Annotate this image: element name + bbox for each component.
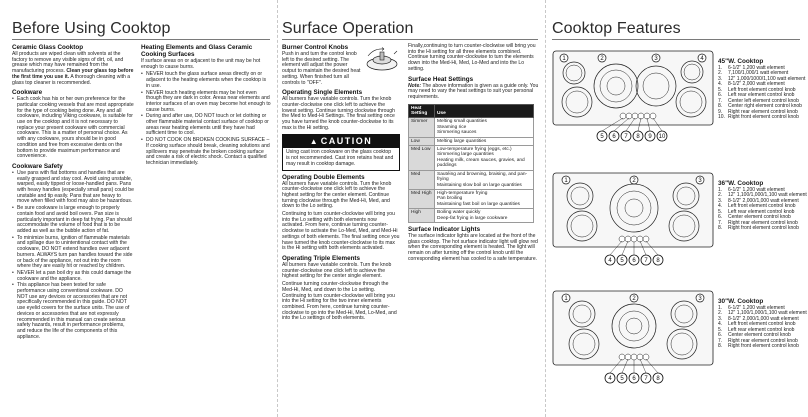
use-line: Simmering large quantities: [437, 152, 494, 158]
heading-double-elements: Operating Double Elements: [282, 173, 365, 181]
item-number: 1.: [718, 64, 723, 71]
panel-surface-operation: [278, 0, 546, 417]
use-line: Maintaining slow boil on large quantities: [437, 182, 522, 188]
callout-4: [605, 373, 615, 383]
callout-1: [560, 54, 568, 62]
svg-text:1: 1: [564, 178, 568, 184]
double-elements-text-1: All burners have variable controls. Turn the knob counter-clockwise one click left to achieve the highest setting for the center element. Continue turning clockwise through the Med-Hi, Med, and down to the Lo setting.: [282, 180, 392, 210]
item-text: Right rear element control knob: [728, 337, 798, 344]
heading-cookware-safety: Cookware Safety: [12, 162, 63, 170]
heat-use-cell: [435, 137, 534, 145]
item-text: Left rear element control knob: [728, 326, 795, 333]
item-number: 8.: [718, 225, 723, 232]
item-number: 1.: [718, 304, 723, 311]
item-text: 8-1/2" 2,000/1,000 watt element: [728, 197, 799, 204]
page-title-before-using: Before Using Cooktop: [12, 20, 171, 37]
list-item: • NEVER let a pan boil dry as this could damage the cookware and the appliance.: [12, 271, 134, 282]
heat-use-cell: [435, 170, 534, 189]
glass-cooktop-text: All products are wiped clean with solvents at the factory to remove any visible signs of dirt, oil, and grease which may have remained from the manufacturing process. Clean your glass top before the first time you use it. A thorough cleaning with a glass top cleaner is recommended.: [12, 51, 134, 86]
heading-indicator-lights: Surface Indicator Lights: [408, 225, 481, 233]
double-elements-text-2: Continuing to turn counter-clockwise will bring you into the Lo setting with both elements now activated. From here, continue turning counter-clockwise to activate the Lo-Med, Med, and Med-Hi settings of both elements. The final setting once you have turned the knob counter-clockwise to its max is the Hi setting with both elements activated.: [282, 211, 400, 252]
callout-3: [696, 294, 704, 302]
item-text: Right rear element control knob: [728, 219, 798, 226]
list-item: [718, 115, 804, 121]
list-item: • To minimize burns, ignition of flammable materials and spillage due to unintentional contact with the cookware, DO NOT extend handles over adjacent burners. ALWAYS turn pan handles toward the side or back of the appliance, not out into the room where they are easily hit or reached by children.: [12, 236, 134, 270]
svg-text:3: 3: [698, 178, 702, 184]
heat-setting-cell: High: [409, 209, 435, 223]
item-text: Right rear element control knob: [728, 108, 798, 115]
cooktop-36-diagram: [552, 172, 714, 270]
heat-setting-cell: Med: [409, 170, 435, 189]
list-item: • During and after use, DO NOT touch or let clothing or other flammable material contact surface of cooktop or areas near heating elements until they have had sufficient time to cool.: [141, 114, 271, 137]
use-line: Low-temperature frying (eggs, etc.): [437, 147, 512, 153]
heading-triple-elements: Operating Triple Elements: [282, 254, 361, 262]
item-text: 12" 1,000/1000/1,100 watt element: [728, 75, 806, 82]
panel-before-using: [0, 0, 278, 417]
svg-text:4: 4: [608, 258, 612, 264]
callout-5: [597, 131, 607, 141]
elements-intro: If surface areas on or adjacent to the unit may be hot enough to cause burns.: [141, 58, 261, 70]
cooktop-45-diagram: [552, 50, 714, 146]
svg-text:2: 2: [632, 296, 636, 302]
list-item: • Be sure cookware is large enough to properly contain food and avoid boil overs. Pan size is particularly important in deep fat frying. Pan should accommodate the volume of food that is to be added as well as the bubble action of fat.: [12, 206, 134, 235]
item-text: Right front element control knob: [728, 225, 799, 232]
item-text: Center element control knob: [728, 332, 791, 339]
svg-text:6: 6: [632, 258, 636, 264]
item-text: Left front element control knob: [728, 86, 796, 93]
use-line: Simmering sauces: [437, 130, 477, 136]
heat-use-cell: [435, 118, 534, 137]
column-header-use: Use: [435, 104, 534, 118]
svg-text:7: 7: [644, 258, 648, 264]
table-row: [409, 209, 534, 223]
svg-text:5: 5: [620, 376, 624, 382]
item-number: 4.: [718, 81, 723, 88]
use-line: Melting small quantities: [437, 119, 487, 125]
callout-2: [598, 54, 606, 62]
svg-text:1: 1: [562, 56, 566, 62]
table-row: [409, 146, 534, 171]
item-text: 6-1/2" 1,200 watt element: [728, 64, 785, 71]
heat-use-cell: [435, 189, 534, 208]
caution-box: [282, 134, 400, 170]
use-line: Steaming rice: [437, 124, 467, 130]
callout-8: [653, 373, 663, 383]
item-number: 5.: [718, 86, 723, 93]
item-number: 6.: [718, 332, 723, 339]
use-line: Heating milk, cream sauces, gravies, and puddings: [437, 157, 525, 169]
item-number: 2.: [718, 70, 723, 77]
item-text: Left front element control knob: [728, 203, 796, 210]
list-item: • Use pans with flat bottoms and handles that are easily grasped and stay cool. Avoid using unstable, warped, easily tipped or loose-handled pans. Pans with heavy handles (especially small pans) could be unstable and tip easily. Pans that are heavy to move when filled with food may also be hazardous.: [12, 171, 134, 205]
page-title-cooktop-features: Cooktop Features: [552, 20, 681, 37]
svg-text:3: 3: [698, 296, 702, 302]
table-row: [409, 118, 534, 137]
callout-10: [657, 131, 667, 141]
use-line: Boiling water quickly: [437, 210, 481, 216]
heading-heat-settings: Surface Heat Settings: [408, 75, 474, 83]
svg-text:2: 2: [600, 56, 604, 62]
safety-list: [12, 171, 134, 340]
table-header-row: [409, 104, 534, 118]
heat-use-cell: [435, 209, 534, 223]
use-line: High-temperature frying: [437, 190, 488, 196]
callout-2: [630, 176, 638, 184]
item-number: 6.: [718, 214, 723, 221]
callout-5: [617, 373, 627, 383]
item-number: 6.: [718, 92, 723, 99]
item-number: 7.: [718, 97, 723, 104]
cookware-list: [12, 97, 134, 160]
item-text: Center element control knob: [728, 214, 791, 221]
svg-text:5: 5: [620, 258, 624, 264]
callout-2: [630, 294, 638, 302]
finally-text: Finally,continuing to turn counter-clockwise will bring you into the Hi setting for all three elements combined. Continue turning counter-clockwise to turn the elements down into the Med-Hi, Med, Lo-Med and into the Lo setting.: [408, 43, 536, 72]
svg-text:3: 3: [654, 56, 658, 62]
svg-text:8: 8: [656, 376, 660, 382]
callout-7: [641, 373, 651, 383]
callout-7: [641, 255, 651, 265]
item-number: 4.: [718, 203, 723, 210]
model-title-30: 30"W. Cooktop: [718, 298, 764, 305]
use-line: Melting large quantities: [437, 138, 487, 144]
heat-settings-table: [408, 104, 534, 223]
item-text: 8-1/2" 2,000/1,000 watt element: [728, 315, 799, 322]
list-item: • This appliance has been tested for safe performance using conventional cookware. DO NOT use any devices or accessories that are not specifically recommended in this guide. DO NOT use eyelid covers for the surface units. The use of devices or accessories that are not expressly recommended in this manual can create serious safety hazards, result in performance problems, and reduce the life of the components of this appliance.: [12, 283, 134, 340]
triple-elements-text-1: All burners have variable controls. Turn the knob counter-clockwise one click left to achieve the highest setting for the center single element.: [282, 261, 392, 280]
callout-9: [645, 131, 655, 141]
item-number: 7.: [718, 219, 723, 226]
caution-text: Using cast iron cookware on the glass cooktop is not recommended. Cast iron retains heat and may result in cooktop damage.: [286, 149, 394, 167]
heading-burner-knobs: Burner Control Knobs: [282, 44, 349, 51]
heading-single-elements: Operating Single Elements: [282, 89, 363, 97]
item-number: 2.: [718, 192, 723, 199]
triple-elements-text-2: Continue turning counter-clockwise through the Med-Hi, Med, and down to the Lo setting. Continuing to turn counter-clockwise will bring you into the Hi setting for the two inner elements combined. From here, continue turning counter-clockwise to go into the Med-Hi, Med, Lo-Med, and into the Lo settings of both elements.: [282, 281, 397, 322]
callout-1: [562, 294, 570, 302]
item-number: 10.: [718, 114, 725, 121]
svg-text:2: 2: [632, 178, 636, 184]
item-text: 6-1/2" 1,200 watt element: [728, 304, 785, 311]
use-line: Sautéing and browning, braising, and pan-frying: [437, 171, 528, 183]
table-row: [409, 189, 534, 208]
svg-text:8: 8: [636, 134, 640, 140]
title-rule: [282, 39, 538, 40]
table-row: [409, 137, 534, 145]
svg-text:8: 8: [656, 258, 660, 264]
column-left: [282, 44, 400, 324]
item-text: Center left element control knob: [728, 97, 799, 104]
table-row: [409, 170, 534, 189]
item-text: 12" 1,100/1,000/1,100 watt element: [728, 310, 807, 317]
callout-3: [652, 54, 660, 62]
heat-note: Note: The above information is given as a guide only. You may need to vary the heat settings to suit your personal requirements.: [408, 82, 539, 100]
svg-text:7: 7: [644, 376, 648, 382]
svg-text:4: 4: [608, 376, 612, 382]
item-text: 12" 1,100/1,000/1,100 watt element: [728, 192, 807, 199]
item-number: 3.: [718, 315, 723, 322]
callout-6: [629, 255, 639, 265]
item-number: 8.: [718, 343, 723, 350]
svg-text:1: 1: [564, 296, 568, 302]
heat-setting-cell: Simmer: [409, 118, 435, 137]
heat-setting-cell: Low: [409, 137, 435, 145]
item-number: 7.: [718, 337, 723, 344]
cooktop-30-diagram: [552, 290, 714, 388]
item-text: Left rear element control knob: [728, 92, 795, 99]
callout-6: [629, 373, 639, 383]
list-item: • DO NOT COOK ON BROKEN COOKING SURFACE – If cooking surface should break, cleaning solutions and spillovers may penetrate the broken cooking surface and create a risk of electric shock. Contact a qualified technician immediately.: [141, 138, 271, 167]
spec-45: [718, 58, 804, 121]
item-number: 2.: [718, 310, 723, 317]
heading-glass-cooktop: Ceramic Glass Cooktop: [12, 44, 84, 51]
item-number: 8.: [718, 103, 723, 110]
spec-30: [718, 298, 807, 350]
warning-icon: ▲: [309, 137, 318, 147]
callout-8: [653, 255, 663, 265]
callout-5: [617, 255, 627, 265]
svg-text:10: 10: [658, 134, 666, 140]
callout-8: [633, 131, 643, 141]
burner-knobs-text: Push in and turn the control knob left to the desired setting. The element will adjust the power output to maintain the desired heat setting. When finished turn all controls to "OFF".: [282, 51, 361, 86]
indicator-lights-text: The surface indicator lights are located at the front of the glass cooktop. The hot surface indicator light will glow red when the corresponding element is heated. The light will remain on after turning off the control knob until the corresponding element has cooled to a safe temperature.: [408, 232, 538, 262]
elements-list: [141, 72, 271, 166]
list-item: • NEVER touch heating elements may be hot even though they are dark in color. Areas near elements and interior surfaces of an oven may become hot enough to cause burns.: [141, 91, 271, 114]
spec-36: [718, 180, 807, 232]
svg-text:5: 5: [600, 134, 604, 140]
svg-text:6: 6: [612, 134, 616, 140]
page-title-surface-operation: Surface Operation: [282, 20, 414, 37]
item-number: 3.: [718, 75, 723, 82]
item-text: Left front element control knob: [728, 321, 796, 328]
column-header-setting: Heat Setting: [409, 104, 435, 118]
callout-3: [696, 176, 704, 184]
title-rule: [552, 39, 800, 40]
use-line: Maintaining fast boil on large quantities: [437, 201, 520, 207]
item-number: 5.: [718, 208, 723, 215]
heading-cookware: Cookware: [12, 89, 43, 97]
item-number: 9.: [718, 108, 723, 115]
heat-setting-cell: Med High: [409, 189, 435, 208]
list-item: [718, 226, 804, 232]
item-text: Center right element control knob: [728, 103, 802, 110]
caution-header: ▲ CAUTION: [283, 135, 399, 148]
callout-7: [621, 131, 631, 141]
model-title-45: 45"W. Cooktop: [718, 58, 764, 65]
callout-1: [562, 176, 570, 184]
heat-use-cell: [435, 146, 534, 171]
list-item: • NEVER touch the glass surface areas directly on or adjacent to the heating elements when the cooktop is in use.: [141, 72, 271, 89]
heading-heating-elements: Heating Elements and Glass Ceramic Cooking Surfaces: [141, 44, 253, 58]
use-line: Pan broiling: [437, 196, 463, 202]
heat-setting-cell: Med Low: [409, 146, 435, 171]
single-elements-text: All burners have variable controls. Turn the knob counter-clockwise one click left to achieve the lowest setting. Continue turning clockwise through the Med to Med-Hi Settings. The final setting once you have turned the knob counter-clockwise to its max is the Hi setting.: [282, 96, 395, 131]
column-left: [12, 44, 134, 341]
item-text: 6-1/2" 1,200 watt element: [728, 186, 785, 193]
svg-text:7: 7: [624, 134, 628, 140]
svg-text:6: 6: [632, 376, 636, 382]
list-item: [718, 344, 804, 350]
panel-cooktop-features: [546, 0, 808, 417]
model-title-36: 36"W. Cooktop: [718, 180, 764, 187]
item-number: 1.: [718, 186, 723, 193]
callout-4: [605, 255, 615, 265]
item-number: 5.: [718, 326, 723, 333]
callout-4: [698, 54, 706, 62]
title-rule: [12, 39, 270, 40]
svg-text:4: 4: [700, 56, 704, 62]
item-number: 3.: [718, 197, 723, 204]
callout-6: [609, 131, 619, 141]
item-text: Right front element control knob: [728, 343, 799, 350]
column-right: [141, 44, 271, 168]
column-right: [408, 44, 540, 264]
item-text: 8-1/2" 2,000 watt element: [728, 81, 785, 88]
item-number: 4.: [718, 321, 723, 328]
item-text: Right front element control knob: [728, 114, 799, 121]
item-text: 7,100/1,000/1 watt element: [728, 70, 789, 77]
list-item: • Each cook has his or her own preference for the particular cooking vessels that are most appropriate for the type of cooking being done. Any and all cookware, including Viking cookware, is suitable for use on the cooktop and it is not necessary to replace your present cookware with commercial cookware. This is a matter of personal choice. As with any cookware, yours should be in good condition and free from excessive dents on the bottom to provide maximum performance and convenience.: [12, 97, 134, 160]
svg-text:9: 9: [648, 134, 652, 140]
use-line: Deep-fat frying in large cookware: [437, 215, 508, 221]
item-text: Left rear element control knob: [728, 208, 795, 215]
